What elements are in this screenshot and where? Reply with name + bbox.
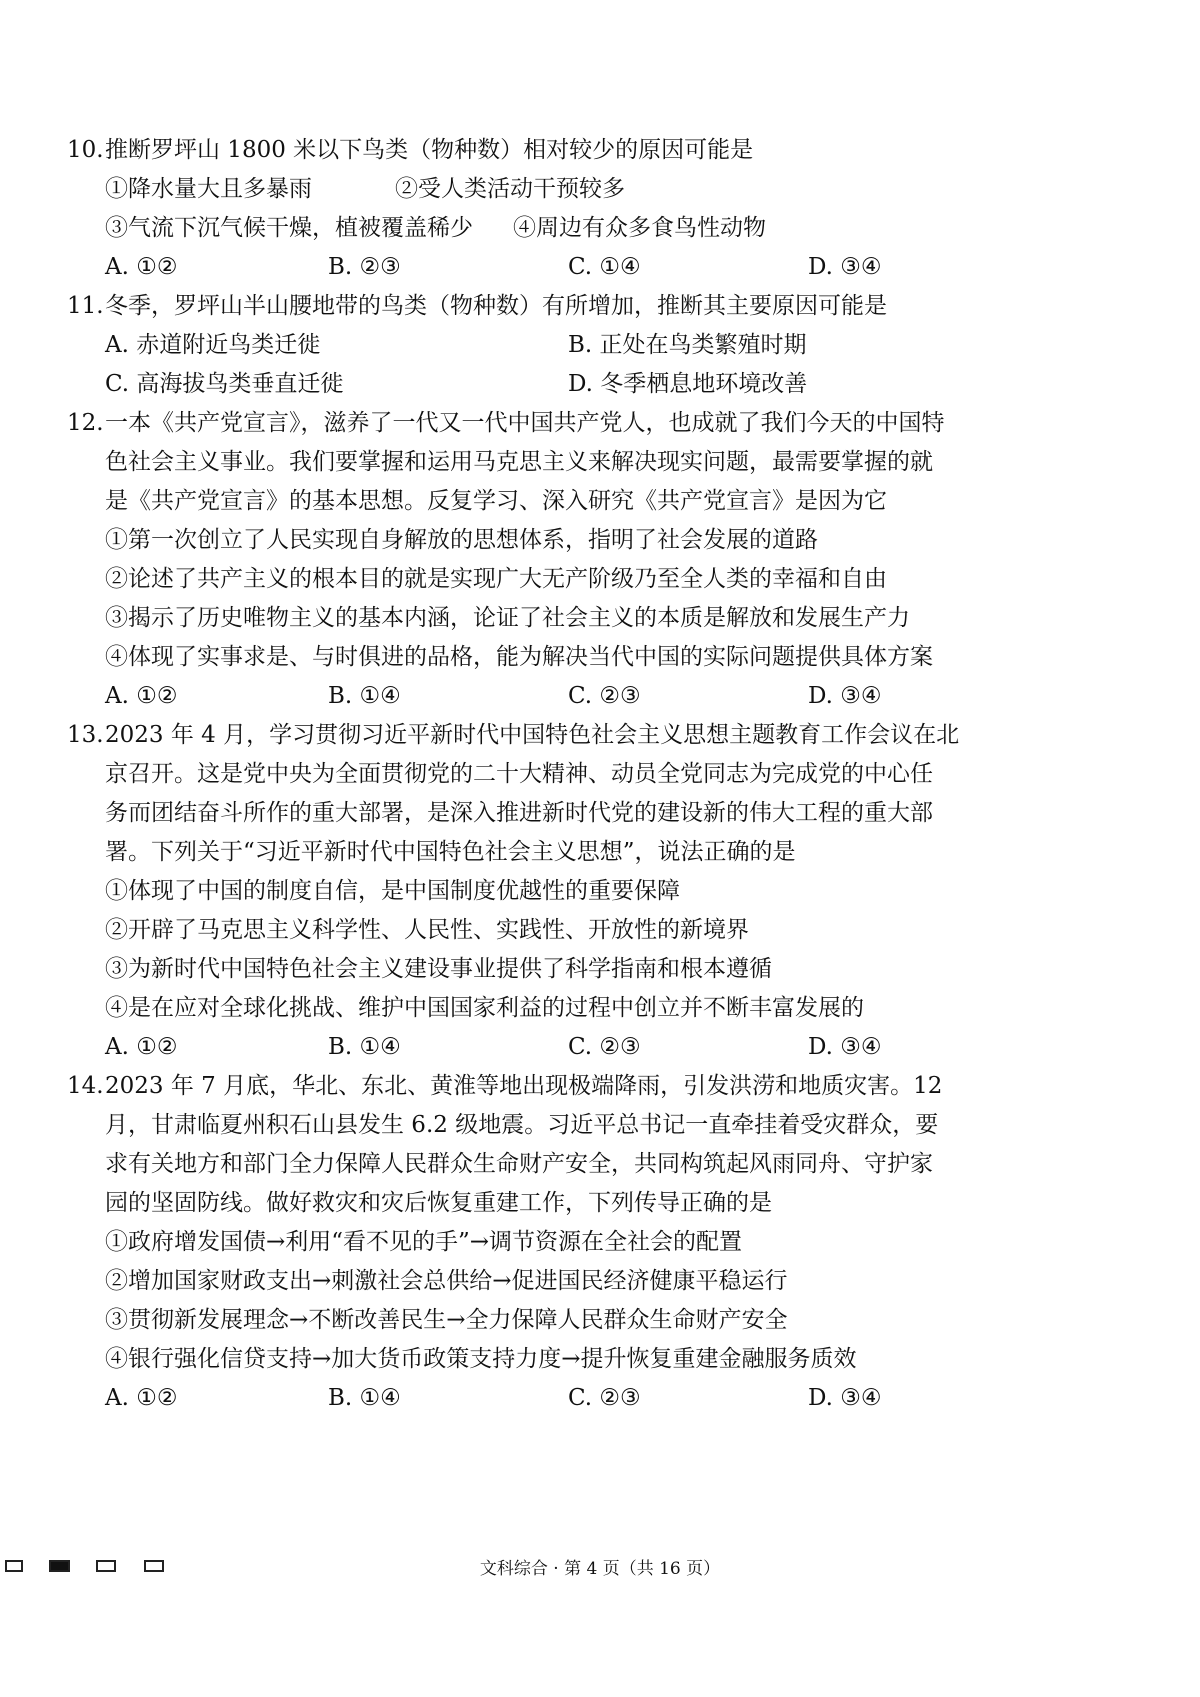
question-stem: 京召开。这是党中央为全面贯彻党的二十大精神、动员全党同志为完成党的中心任: [105, 761, 933, 787]
question-number: 13.: [67, 722, 104, 748]
statement: ③贯彻新发展理念→不断改善民生→全力保障人民群众生命财产安全: [105, 1307, 788, 1333]
question-stem: 色社会主义事业。我们要掌握和运用马克思主义来解决现实问题，最需要掌握的就: [105, 449, 933, 475]
statement: ②受人类活动干预较多: [395, 176, 625, 202]
option-a[interactable]: A. 赤道附近鸟类迁徙: [105, 332, 321, 358]
option-c[interactable]: C. ②③: [568, 1385, 641, 1411]
option-a[interactable]: A. ①②: [105, 1385, 178, 1411]
option-b[interactable]: B. ①④: [328, 683, 401, 709]
option-d[interactable]: D. ③④: [808, 254, 882, 280]
option-d[interactable]: D. ③④: [808, 683, 882, 709]
question-stem: 冬季，罗坪山半山腰地带的鸟类（物种数）有所增加，推断其主要原因可能是: [105, 293, 887, 319]
question-stem: 推断罗坪山 1800 米以下鸟类（物种数）相对较少的原因可能是: [105, 137, 754, 163]
statement: ②增加国家财政支出→刺激社会总供给→促进国民经济健康平稳运行: [105, 1268, 788, 1294]
statement: ③气流下沉气候干燥，植被覆盖稀少: [105, 215, 473, 241]
statement: ④周边有众多食鸟性动物: [513, 215, 766, 241]
option-c[interactable]: C. ②③: [568, 683, 641, 709]
statement: ②开辟了马克思主义科学性、人民性、实践性、开放性的新境界: [105, 917, 749, 943]
statement: ③为新时代中国特色社会主义建设事业提供了科学指南和根本遵循: [105, 956, 772, 982]
option-c[interactable]: C. 高海拔鸟类垂直迁徙: [105, 371, 344, 397]
option-b[interactable]: B. ①④: [328, 1034, 401, 1060]
question-stem: 一本《共产党宣言》，滋养了一代又一代中国共产党人，也成就了我们今天的中国特: [105, 410, 945, 436]
statement: ①降水量大且多暴雨: [105, 176, 312, 202]
statement: ①体现了中国的制度自信，是中国制度优越性的重要保障: [105, 878, 680, 904]
option-a[interactable]: A. ①②: [105, 683, 178, 709]
question-number: 12.: [67, 410, 104, 436]
statement: ③揭示了历史唯物主义的基本内涵，论证了社会主义的本质是解放和发展生产力: [105, 605, 910, 631]
question-number: 10.: [67, 137, 104, 163]
question-stem: 务而团结奋斗所作的重大部署，是深入推进新时代党的建设新的伟大工程的重大部: [105, 800, 933, 826]
statement: ①第一次创立了人民实现自身解放的思想体系，指明了社会发展的道路: [105, 527, 818, 553]
statement: ①政府增发国债→利用“看不见的手”→调节资源在全社会的配置: [105, 1229, 743, 1255]
question-number: 14.: [67, 1073, 104, 1099]
question-stem: 月，甘肃临夏州积石山县发生 6.2 级地震。习近平总书记一直牵挂着受灾群众，要: [105, 1112, 939, 1138]
question-stem: 园的坚固防线。做好救灾和灾后恢复重建工作，下列传导正确的是: [105, 1190, 772, 1216]
question-stem: 2023 年 4 月，学习贯彻习近平新时代中国特色社会主义思想主题教育工作会议在北: [105, 722, 960, 748]
question-stem: 署。下列关于“习近平新时代中国特色社会主义思想”，说法正确的是: [105, 839, 796, 865]
option-d[interactable]: D. 冬季栖息地环境改善: [568, 371, 808, 397]
option-b[interactable]: B. 正处在鸟类繁殖时期: [568, 332, 807, 358]
statement: ④是在应对全球化挑战、维护中国国家利益的过程中创立并不断丰富发展的: [105, 995, 864, 1021]
option-c[interactable]: C. ②③: [568, 1034, 641, 1060]
question-stem: 求有关地方和部门全力保障人民群众生命财产安全，共同构筑起风雨同舟、守护家: [105, 1151, 933, 1177]
option-a[interactable]: A. ①②: [105, 1034, 178, 1060]
question-stem: 是《共产党宣言》的基本思想。反复学习、深入研究《共产党宣言》是因为它: [105, 488, 887, 514]
option-c[interactable]: C. ①④: [568, 254, 641, 280]
option-d[interactable]: D. ③④: [808, 1385, 882, 1411]
option-b[interactable]: B. ②③: [328, 254, 401, 280]
question-number: 11.: [67, 293, 104, 319]
statement: ④银行强化信贷支持→加大货币政策支持力度→提升恢复重建金融服务质效: [105, 1346, 857, 1372]
option-a[interactable]: A. ①②: [105, 254, 178, 280]
option-d[interactable]: D. ③④: [808, 1034, 882, 1060]
option-b[interactable]: B. ①④: [328, 1385, 401, 1411]
statement: ②论述了共产主义的根本目的就是实现广大无产阶级乃至全人类的幸福和自由: [105, 566, 887, 592]
statement: ④体现了实事求是、与时俱进的品格，能为解决当代中国的实际问题提供具体方案: [105, 644, 933, 670]
page-footer: 文科综合 · 第 4 页（共 16 页）: [479, 1559, 721, 1579]
question-stem: 2023 年 7 月底，华北、东北、黄淮等地出现极端降雨，引发洪涝和地质灾害。12: [105, 1073, 943, 1099]
